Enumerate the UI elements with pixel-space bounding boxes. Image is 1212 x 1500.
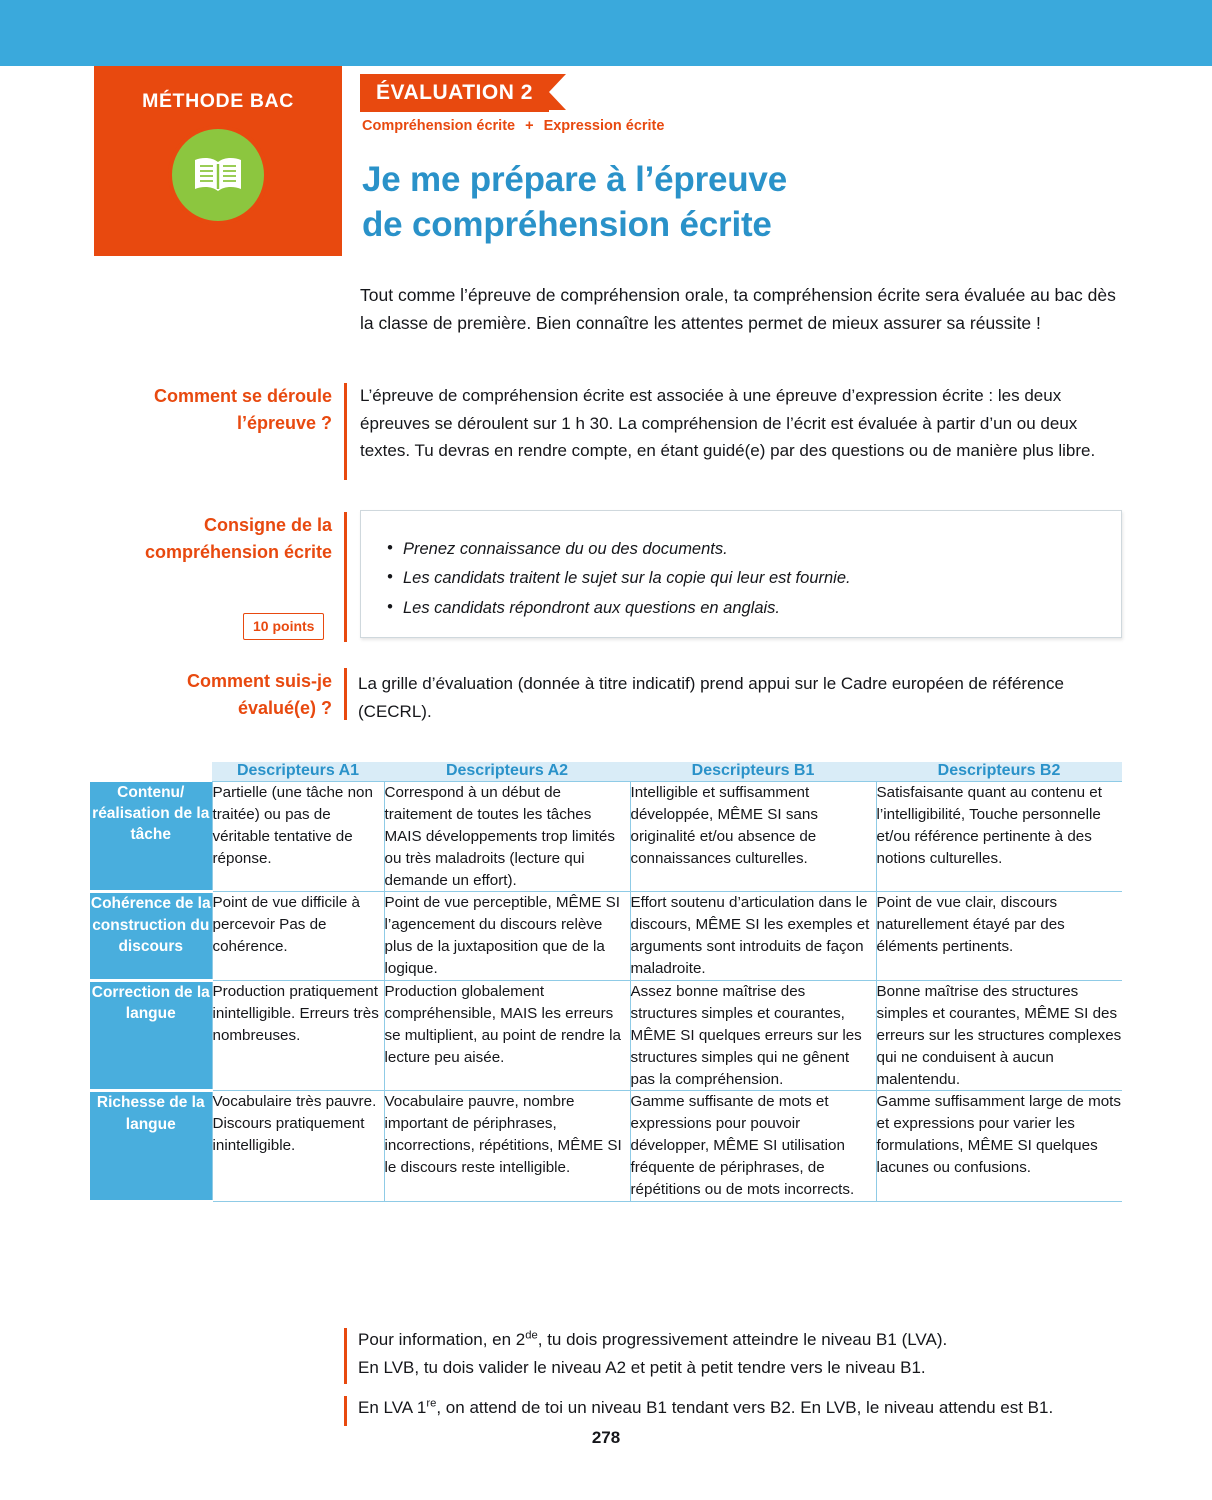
points-badge: 10 points (243, 613, 324, 640)
footnote-divider-1 (344, 1328, 347, 1384)
footnote-1 (358, 1326, 1128, 1381)
cell-richesse-b1: Gamme suffisante de mots et expressions pour pouvoir développer, MÊME SI utilisation fréquente de périphrases, de répétitions ou de mots incorrects. (630, 1091, 876, 1201)
list-item: • Les candidats traitent le sujet sur la copie qui leur est fournie. (387, 564, 1095, 593)
section-label-consigne: Consigne de la compréhension écrite (144, 515, 332, 563)
table-header-row (90, 762, 1122, 782)
table-row (90, 1091, 1122, 1201)
table-header-blank (90, 762, 212, 782)
cell-contenu-a2: Correspond à un début de traitement de toutes les tâches MAIS développements trop limités ou très maladroits (lecture qui demande un effort). (384, 782, 630, 892)
table-header-a2: Descripteurs A2 (384, 762, 630, 782)
table-header-a1: Descripteurs A1 (212, 762, 384, 782)
cell-correction-a1: Production pratiquement inintelligible. Erreurs très nombreuses. (212, 981, 384, 1091)
cell-richesse-b2: Gamme suffisamment large de mots et expressions pour varier les formulations, MÊME SI quelques lacunes ou confusions. (876, 1091, 1122, 1201)
criterion-richesse: Richesse de la langue (90, 1091, 212, 1201)
page-number: 278 (591, 1428, 621, 1447)
cell-contenu-b2: Satisfaisante quant au contenu et l’intelligibilité, Touche personnelle et/ou référence pertinente à des notions culturelles. (876, 782, 1122, 892)
footnote-1-line1: Pour information, en 2de, tu dois progressivement atteindre le niveau B1 (LVA). (358, 1329, 948, 1349)
cell-correction-b1: Assez bonne maîtrise des structures simples et courantes, MÊME SI quelques erreurs sur les structures simples qui ne gênent pas la compréhension. (630, 981, 876, 1091)
section-divider-consigne (344, 512, 347, 642)
evaluation-subtitle-part1: Compréhension écrite (362, 118, 516, 134)
list-item: • Prenez connaissance du ou des documents. (387, 535, 1095, 564)
section-label-deroule: Comment se déroule l’épreuve ? (153, 386, 332, 434)
top-banner (0, 0, 1212, 66)
footnote-1-line2: En LVB, tu dois valider le niveau A2 et petit à petit tendre vers le niveau B1. (358, 1357, 926, 1377)
page-title (362, 158, 1142, 248)
section-divider-deroule (344, 383, 347, 480)
method-bac-box (94, 66, 342, 256)
evaluation-tag: ÉVALUATION 2 (360, 74, 549, 112)
table-row (90, 782, 1122, 892)
cell-correction-a2: Production globalement compréhensible, MAIS les erreurs se multiplient, au point de rendre la lecture peu aisée. (384, 981, 630, 1091)
section-divider-evaluation (344, 668, 347, 720)
list-item: • Les candidats répondront aux questions en anglais. (387, 594, 1095, 623)
cell-coherence-a1: Point de vue difficile à percevoir Pas de cohérence. (212, 892, 384, 981)
cell-contenu-a1: Partielle (une tâche non traitée) ou pas de véritable tentative de réponse. (212, 782, 384, 892)
footnote-divider-2 (344, 1396, 347, 1426)
evaluation-subtitle (362, 118, 664, 134)
cell-richesse-a1: Vocabulaire très pauvre. Discours pratiquement inintelligible. (212, 1091, 384, 1201)
page-title-line2: de compréhension écrite (362, 204, 772, 244)
section-text-evaluation: La grille d’évaluation (donnée à titre indicatif) prend appui sur le Cadre européen de référence (CECRL). (358, 674, 1064, 721)
table-header-b1: Descripteurs B1 (630, 762, 876, 782)
criterion-coherence: Cohérence de la construction du discours (90, 892, 212, 981)
section-text-deroule: L’épreuve de compréhension écrite est associée à une épreuve d’expression écrite : les deux épreuves se déroulent sur 1 h 30. La compréhension de l’écrit est évaluée à partir d’un ou deux textes. Tu devras en rendre compte, en étant guidé(e) par des questions ou de manière plus libre. (360, 386, 1096, 461)
evaluation-subtitle-separator: + (525, 118, 534, 134)
book-icon-circle (172, 129, 264, 221)
criterion-contenu: Contenu/ réalisation de la tâche (90, 782, 212, 892)
evaluation-grid (90, 762, 1122, 1203)
method-bac-label: MÉTHODE BAC (142, 90, 294, 112)
table-header-b2: Descripteurs B2 (876, 762, 1122, 782)
cell-coherence-b2: Point de vue clair, discours naturellement étayé par des éléments pertinents. (876, 892, 1122, 981)
consigne-list (387, 535, 1095, 623)
evaluation-subtitle-part2: Expression écrite (543, 118, 665, 134)
page-title-line1: Je me prépare à l’épreuve (362, 160, 787, 199)
consigne-box (360, 510, 1122, 638)
table-row (90, 892, 1122, 981)
table-row (90, 981, 1122, 1091)
footnote-2: En LVA 1re, on attend de toi un niveau B1 tendant vers B2. En LVB, le niveau attendu est B1. (358, 1397, 1054, 1417)
open-book-icon (192, 155, 244, 195)
cell-contenu-b1: Intelligible et suffisamment développée, MÊME SI sans originalité et/ou absence de connaissances culturelles. (630, 782, 876, 892)
intro-paragraph: Tout comme l’épreuve de compréhension orale, ta compréhension écrite sera évaluée au bac dès la classe de première. Bien connaître les attentes permet de mieux assurer sa réussite ! (360, 285, 1116, 334)
cell-coherence-a2: Point de vue perceptible, MÊME SI l’agencement du discours relève plus de la juxtaposition que de la logique. (384, 892, 630, 981)
cell-correction-b2: Bonne maîtrise des structures simples et courantes, MÊME SI des erreurs sur les structures complexes qui ne conduisent à aucun malentendu. (876, 981, 1122, 1091)
cell-coherence-b1: Effort soutenu d’articulation dans le discours, MÊME SI les exemples et arguments sont introduits de façon maladroite. (630, 892, 876, 981)
criterion-correction: Correction de la langue (90, 981, 212, 1091)
cell-richesse-a2: Vocabulaire pauvre, nombre important de périphrases, incorrections, répétitions, MÊME SI le discours reste intelligible. (384, 1091, 630, 1201)
section-label-evaluation: Comment suis-je évalué(e) ? (186, 671, 332, 719)
